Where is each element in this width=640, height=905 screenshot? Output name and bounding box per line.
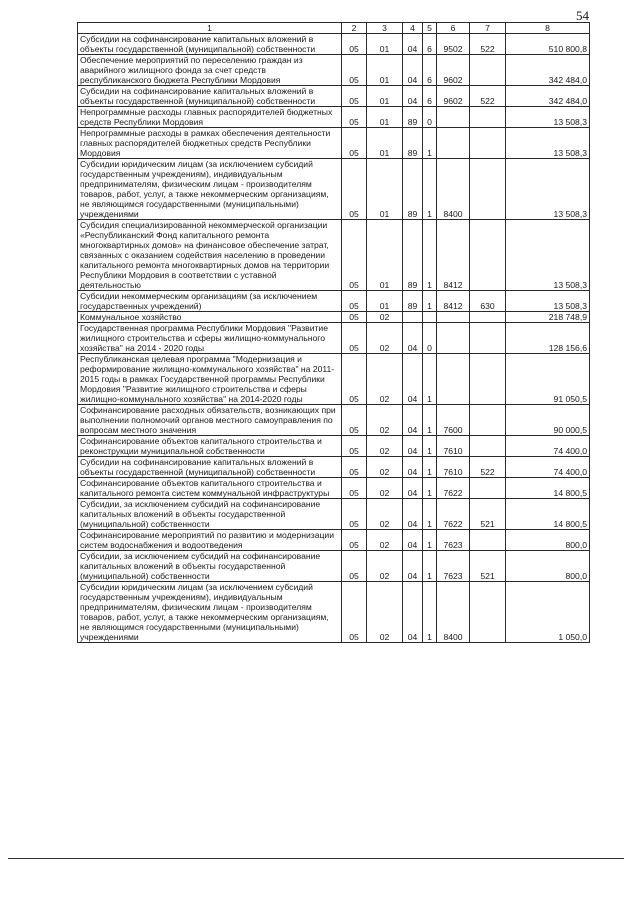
amount-cell: 342 484,0: [506, 55, 590, 86]
subprogram-code-cell: 6: [423, 86, 437, 107]
table-row: [78, 128, 590, 159]
expense-type-cell: [470, 323, 506, 354]
expense-type-cell: 522: [470, 457, 506, 478]
table-row: [78, 478, 590, 499]
program-code-cell: 89: [403, 159, 423, 220]
program-code-cell: 04: [403, 551, 423, 582]
amount-cell: 14 800,5: [506, 478, 590, 499]
program-code-cell: 04: [403, 530, 423, 551]
target-code-cell: [437, 107, 470, 128]
subsection-code-cell: 02: [367, 530, 403, 551]
program-code-cell: 04: [403, 86, 423, 107]
expense-type-cell: [470, 478, 506, 499]
amount-cell: 74 400,0: [506, 457, 590, 478]
section-code-cell: 05: [342, 220, 367, 291]
table-row: [78, 323, 590, 354]
budget-table: [77, 22, 590, 643]
amount-cell: 13 508,3: [506, 107, 590, 128]
table-row: [78, 220, 590, 291]
expense-type-cell: [470, 128, 506, 159]
subsection-code-cell: 02: [367, 323, 403, 354]
table-body: [78, 34, 590, 643]
amount-cell: 510 800,8: [506, 34, 590, 55]
section-code-cell: 05: [342, 551, 367, 582]
program-code-cell: 89: [403, 291, 423, 312]
item-name-cell: Субсидии юридическим лицам (за исключением субсидий государственным учреждениям), индивидуальным предпринимателям, физическим лицам - производителям товаров, работ, услуг, а также некоммерческим организациям, не являющимся государственными (муниципальными) учреждениями: [78, 159, 342, 220]
item-name-cell: Непрограммные расходы главных распорядителей бюджетных средств Республики Мордовия: [78, 107, 342, 128]
amount-cell: 1 050,0: [506, 582, 590, 643]
section-code-cell: 05: [342, 312, 367, 323]
amount-cell: 800,0: [506, 530, 590, 551]
item-name-cell: Софинансирование мероприятий по развитию и модернизации систем водоснабжения и водоотведения: [78, 530, 342, 551]
subsection-code-cell: 02: [367, 354, 403, 405]
expense-type-cell: [470, 354, 506, 405]
item-name-cell: Субсидии, за исключением субсидий на софинансирование капитальных вложений в объекты государственной (муниципальной) собственности: [78, 551, 342, 582]
amount-cell: 13 508,3: [506, 220, 590, 291]
item-name-cell: Коммунальное хозяйство: [78, 312, 342, 323]
subsection-code-cell: 02: [367, 551, 403, 582]
amount-cell: 13 508,3: [506, 159, 590, 220]
subsection-code-cell: 01: [367, 220, 403, 291]
section-code-cell: 05: [342, 478, 367, 499]
subprogram-code-cell: 1: [423, 354, 437, 405]
section-code-cell: 05: [342, 354, 367, 405]
subsection-code-cell: 02: [367, 478, 403, 499]
section-code-cell: 05: [342, 86, 367, 107]
section-code-cell: 05: [342, 34, 367, 55]
program-code-cell: [403, 312, 423, 323]
subprogram-code-cell: 1: [423, 457, 437, 478]
subprogram-code-cell: 1: [423, 405, 437, 436]
expense-type-cell: [470, 220, 506, 291]
subprogram-code-cell: 1: [423, 551, 437, 582]
section-code-cell: 05: [342, 405, 367, 436]
subprogram-code-cell: 6: [423, 55, 437, 86]
amount-cell: 128 156,6: [506, 323, 590, 354]
amount-cell: 74 400,0: [506, 436, 590, 457]
target-code-cell: 8400: [437, 582, 470, 643]
subsection-code-cell: 01: [367, 107, 403, 128]
subprogram-code-cell: 0: [423, 107, 437, 128]
subprogram-code-cell: 1: [423, 582, 437, 643]
table-row: [78, 312, 590, 323]
subprogram-code-cell: 1: [423, 291, 437, 312]
subprogram-code-cell: 0: [423, 323, 437, 354]
expense-type-cell: [470, 436, 506, 457]
table-row: [78, 405, 590, 436]
table-row: [78, 55, 590, 86]
expense-type-cell: [470, 159, 506, 220]
table-row: [78, 457, 590, 478]
section-code-cell: 05: [342, 55, 367, 86]
header-cell: 5: [423, 23, 437, 34]
item-name-cell: Софинансирование объектов капитального строительства и реконструкции муниципальной собственности: [78, 436, 342, 457]
table-row: [78, 34, 590, 55]
subprogram-code-cell: 1: [423, 499, 437, 530]
subprogram-code-cell: [423, 312, 437, 323]
section-code-cell: 05: [342, 436, 367, 457]
expense-type-cell: 521: [470, 499, 506, 530]
table-row: [78, 354, 590, 405]
target-code-cell: 7610: [437, 436, 470, 457]
amount-cell: 14 800,5: [506, 499, 590, 530]
item-name-cell: Субсидия специализированной некоммерческой организации «Республиканский Фонд капитального ремонта многоквартирных домов» на финансовое обеспечение затрат, связанных с оказанием содействия населению в проведении капитального ремонта многоквартирных домов на территории Республики Мордовия в соответствии с уставной деятельностью: [78, 220, 342, 291]
section-code-cell: 05: [342, 457, 367, 478]
subprogram-code-cell: 1: [423, 220, 437, 291]
program-code-cell: 04: [403, 436, 423, 457]
subprogram-code-cell: 1: [423, 530, 437, 551]
section-code-cell: 05: [342, 323, 367, 354]
subsection-code-cell: 02: [367, 405, 403, 436]
target-code-cell: 8400: [437, 159, 470, 220]
target-code-cell: 7623: [437, 551, 470, 582]
subsection-code-cell: 02: [367, 312, 403, 323]
program-code-cell: 04: [403, 582, 423, 643]
program-code-cell: 89: [403, 107, 423, 128]
expense-type-cell: [470, 55, 506, 86]
target-code-cell: 9502: [437, 34, 470, 55]
expense-type-cell: [470, 405, 506, 436]
item-name-cell: Республиканская целевая программа "Модернизация и реформирование жилищно-коммунального хозяйства" на 2011-2015 годы в рамках Государственной программы Республики Мордовия "Развитие жилищного строительства и сферы жилищно-коммунального хозяйства" на 2014-2020 годы: [78, 354, 342, 405]
target-code-cell: 7600: [437, 405, 470, 436]
program-code-cell: 04: [403, 354, 423, 405]
amount-cell: 13 508,3: [506, 128, 590, 159]
target-code-cell: 8412: [437, 220, 470, 291]
expense-type-cell: [470, 582, 506, 643]
subprogram-code-cell: 1: [423, 159, 437, 220]
item-name-cell: Софинансирование расходных обязательств, возникающих при выполнении полномочий органов местного самоуправления по вопросам местного значения: [78, 405, 342, 436]
subsection-code-cell: 01: [367, 55, 403, 86]
expense-type-cell: [470, 107, 506, 128]
page-number: 54: [576, 8, 589, 23]
target-code-cell: [437, 312, 470, 323]
program-code-cell: 04: [403, 323, 423, 354]
subsection-code-cell: 01: [367, 86, 403, 107]
subprogram-code-cell: 1: [423, 478, 437, 499]
amount-cell: 13 508,3: [506, 291, 590, 312]
subsection-code-cell: 02: [367, 582, 403, 643]
target-code-cell: 9602: [437, 86, 470, 107]
header-cell: 3: [367, 23, 403, 34]
program-code-cell: 04: [403, 478, 423, 499]
header-cell: 7: [470, 23, 506, 34]
table-row: [78, 551, 590, 582]
section-code-cell: 05: [342, 499, 367, 530]
amount-cell: 91 050,5: [506, 354, 590, 405]
section-code-cell: 05: [342, 291, 367, 312]
header-cell: 2: [342, 23, 367, 34]
target-code-cell: [437, 128, 470, 159]
table-row: [78, 107, 590, 128]
expense-type-cell: 522: [470, 86, 506, 107]
item-name-cell: Субсидии на софинансирование капитальных вложений в объекты государственной (муниципальной) собственности: [78, 34, 342, 55]
subsection-code-cell: 02: [367, 499, 403, 530]
amount-cell: 342 484,0: [506, 86, 590, 107]
table-row: [78, 530, 590, 551]
target-code-cell: [437, 323, 470, 354]
subsection-code-cell: 01: [367, 128, 403, 159]
program-code-cell: 04: [403, 55, 423, 86]
section-code-cell: 05: [342, 128, 367, 159]
section-code-cell: 05: [342, 530, 367, 551]
expense-type-cell: 522: [470, 34, 506, 55]
expense-type-cell: 630: [470, 291, 506, 312]
footer-rule: [8, 858, 624, 859]
subsection-code-cell: 02: [367, 436, 403, 457]
program-code-cell: 04: [403, 34, 423, 55]
subprogram-code-cell: 1: [423, 436, 437, 457]
item-name-cell: Непрограммные расходы в рамках обеспечения деятельности главных распорядителей бюджетных средств Республики Мордовия: [78, 128, 342, 159]
amount-cell: 90 000,5: [506, 405, 590, 436]
section-code-cell: 05: [342, 582, 367, 643]
table-row: [78, 499, 590, 530]
item-name-cell: Обеспечение мероприятий по переселению граждан из аварийного жилищного фонда за счет средств республиканского бюджета Республики Мордовия: [78, 55, 342, 86]
table-row: [78, 291, 590, 312]
amount-cell: 218 748,9: [506, 312, 590, 323]
item-name-cell: Субсидии юридическим лицам (за исключением субсидий государственным учреждениям), индивидуальным предпринимателям, физическим лицам - производителям товаров, работ, услуг, а также некоммерческим организациям, не являющимся государственными (муниципальными) учреждениями: [78, 582, 342, 643]
target-code-cell: 7623: [437, 530, 470, 551]
header-cell: 8: [506, 23, 590, 34]
program-code-cell: 04: [403, 405, 423, 436]
program-code-cell: 89: [403, 220, 423, 291]
item-name-cell: Субсидии некоммерческим организациям (за исключением государственных учреждений): [78, 291, 342, 312]
section-code-cell: 05: [342, 159, 367, 220]
table-row: [78, 436, 590, 457]
target-code-cell: [437, 354, 470, 405]
subprogram-code-cell: 1: [423, 128, 437, 159]
expense-type-cell: [470, 530, 506, 551]
header-cell: 4: [403, 23, 423, 34]
subsection-code-cell: 01: [367, 159, 403, 220]
item-name-cell: Субсидии, за исключением субсидий на софинансирование капитальных вложений в объекты государственной (муниципальной) собственности: [78, 499, 342, 530]
target-code-cell: 7622: [437, 499, 470, 530]
subprogram-code-cell: 6: [423, 34, 437, 55]
program-code-cell: 04: [403, 499, 423, 530]
item-name-cell: Субсидии на софинансирование капитальных вложений в объекты государственной (муниципальной) собственности: [78, 86, 342, 107]
program-code-cell: 04: [403, 457, 423, 478]
header-cell: 1: [78, 23, 342, 34]
target-code-cell: 8412: [437, 291, 470, 312]
expense-type-cell: [470, 312, 506, 323]
subsection-code-cell: 01: [367, 34, 403, 55]
target-code-cell: 9602: [437, 55, 470, 86]
item-name-cell: Государственная программа Республики Мордовия "Развитие жилищного строительства и сферы жилищно-коммунального хозяйства" на 2014 - 2020 годы: [78, 323, 342, 354]
section-code-cell: 05: [342, 107, 367, 128]
table-row: [78, 86, 590, 107]
target-code-cell: 7622: [437, 478, 470, 499]
item-name-cell: Субсидии на софинансирование капитальных вложений в объекты государственной (муниципальной) собственности: [78, 457, 342, 478]
target-code-cell: 7610: [437, 457, 470, 478]
table-row: [78, 159, 590, 220]
item-name-cell: Софинансирование объектов капитального строительства и капитального ремонта систем коммунальной инфраструктуры: [78, 478, 342, 499]
table-row: [78, 582, 590, 643]
header-row: [78, 23, 590, 34]
amount-cell: 800,0: [506, 551, 590, 582]
expense-type-cell: 521: [470, 551, 506, 582]
subsection-code-cell: 02: [367, 457, 403, 478]
program-code-cell: 89: [403, 128, 423, 159]
subsection-code-cell: 01: [367, 291, 403, 312]
table-header: [78, 23, 590, 34]
header-cell: 6: [437, 23, 470, 34]
